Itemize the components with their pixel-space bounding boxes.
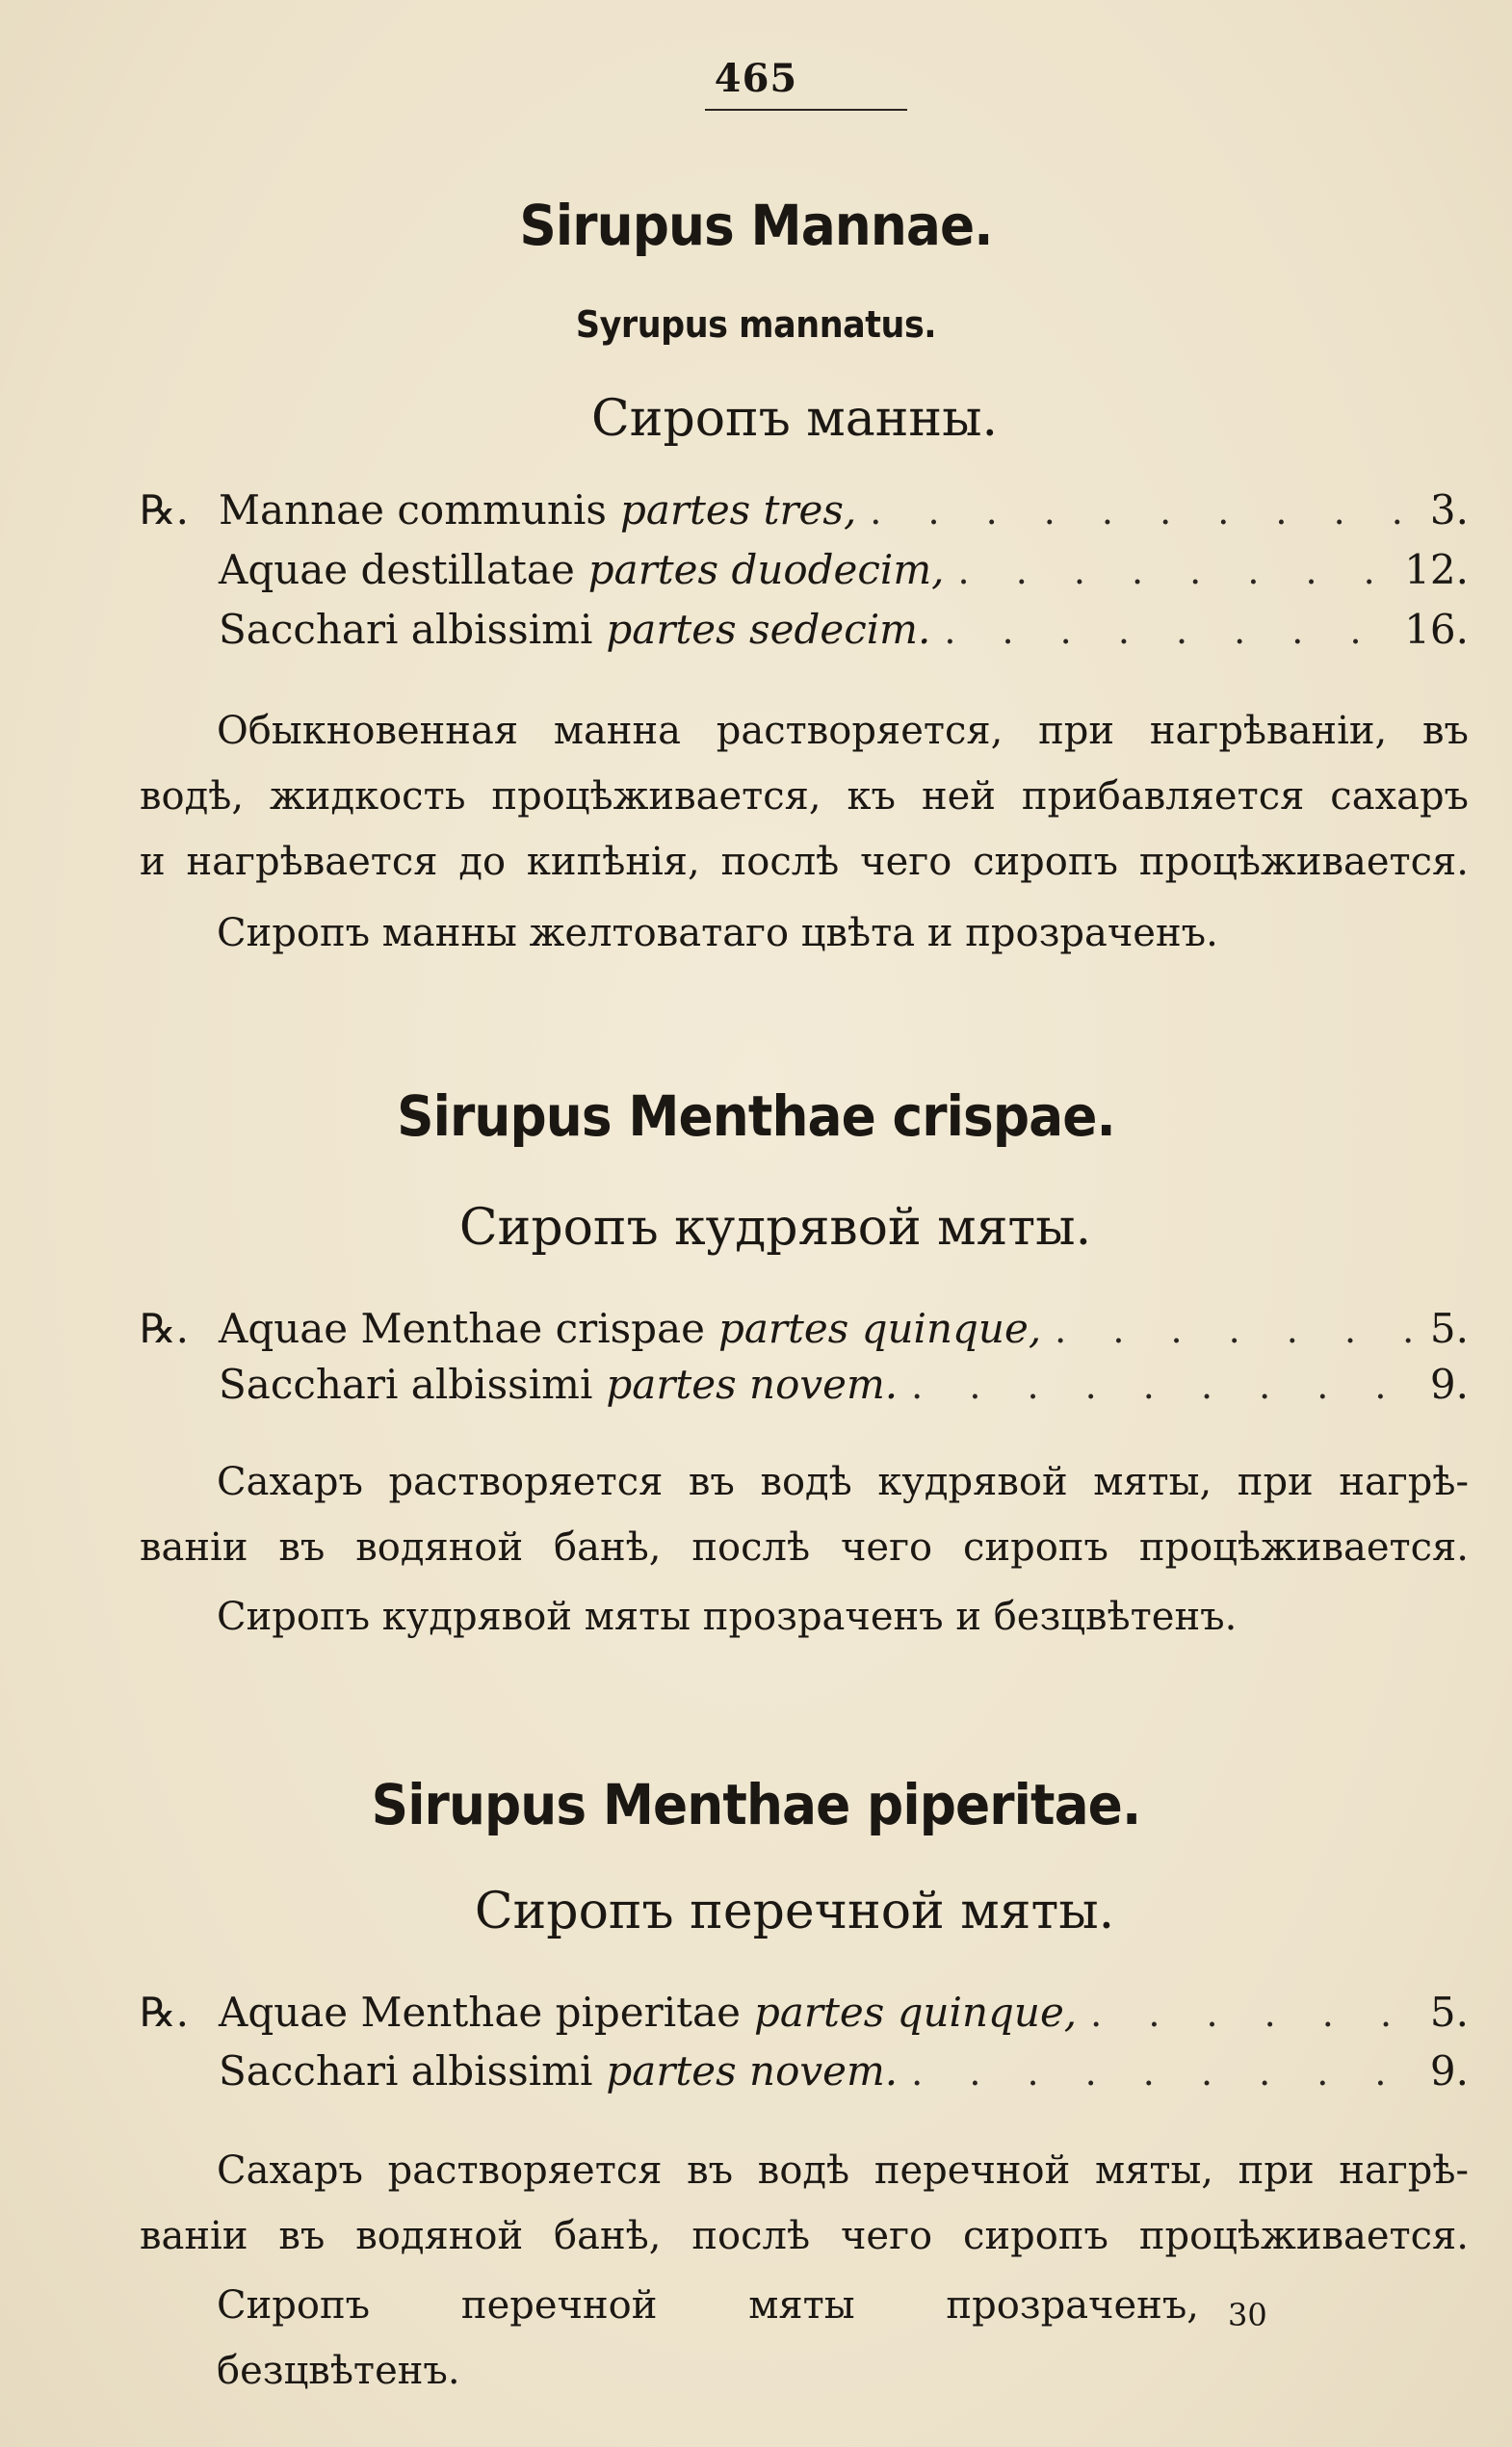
ingredient-row — [140, 1361, 1469, 1419]
ingredient-name: Aquae Menthae crispae — [219, 1305, 705, 1352]
recipe-symbol: ℞. — [140, 1305, 190, 1352]
ingredient-row — [140, 2047, 1469, 2105]
ingredient-row — [140, 1989, 1469, 2046]
paragraph-preparation — [140, 1449, 1469, 1580]
section-russian-title-mannae: Сиропъ манны. — [591, 390, 998, 448]
section-russian-title-menthae-piperitae: Сиропъ перечной мяты. — [474, 1883, 1115, 1940]
ingredient-parts: partes quinque, — [753, 1989, 1078, 2036]
leader-dots — [1090, 1992, 1411, 2035]
paragraph-description — [140, 2273, 1199, 2404]
section-synonym-mannae: Syrupus mannatus. — [575, 303, 937, 346]
ingredient-name: Mannae communis — [219, 486, 607, 534]
text-line: Обыкновенная манна растворяется, при нагрѣваніи, въ — [217, 709, 1469, 753]
text-line: Сиропъ манны желтоватаго цвѣта и прозраченъ. — [217, 911, 1218, 955]
leader-dots — [958, 550, 1395, 592]
ingredient-parts: partes novem. — [606, 1361, 899, 1408]
ingredient-quantity: 5. — [1429, 1305, 1469, 1352]
text-line: Сахаръ растворяется въ водѣ кудрявой мяты, при нагрѣ- — [217, 1460, 1469, 1504]
ingredient-name: Sacchari albissimi — [219, 606, 593, 653]
section-title-menthae-piperitae: Sirupus Menthae piperitae. — [371, 1772, 1141, 1837]
ingredient-quantity: 9. — [1429, 1361, 1469, 1408]
paragraph-preparation — [140, 698, 1469, 895]
ingredient-name: Sacchari albissimi — [219, 1361, 593, 1408]
text-line: Сахаръ растворяется въ водѣ перечной мяты, при нагрѣ- — [217, 2148, 1469, 2193]
text-line: Сиропъ перечной мяты прозраченъ, безцвѣтенъ. — [217, 2283, 1199, 2393]
ingredient-quantity: 12. — [1404, 546, 1469, 593]
header-rule — [705, 109, 907, 111]
text-line: и нагрѣвается до кипѣнія, послѣ чего сиропъ процѣживается. — [140, 840, 1469, 884]
page-number: 465 — [714, 56, 798, 101]
ingredient-parts: partes sedecim. — [606, 606, 931, 653]
ingredient-name: Sacchari albissimi — [219, 2047, 593, 2095]
paragraph-description — [140, 900, 1469, 966]
text-line: ваніи въ водяной банѣ, послѣ чего сиропъ процѣживается. — [140, 2214, 1469, 2258]
section-title-menthae-crispae: Sirupus Menthae crispae. — [397, 1083, 1115, 1149]
ingredient-row — [140, 606, 1469, 664]
paragraph-preparation — [140, 2138, 1469, 2269]
text-line: Сиропъ кудрявой мяты прозраченъ и безцвѣтенъ. — [217, 1595, 1238, 1639]
ingredient-quantity: 3. — [1429, 486, 1469, 534]
leader-dots — [870, 490, 1411, 533]
ingredient-parts: partes tres, — [619, 486, 857, 534]
ingredient-quantity: 5. — [1429, 1989, 1469, 2036]
ingredient-quantity: 9. — [1429, 2047, 1469, 2095]
section-title-mannae: Sirupus Mannae. — [519, 193, 993, 258]
ingredient-row — [140, 486, 1469, 544]
signature-number: 30 — [1228, 2297, 1267, 2333]
ingredient-parts: partes duodecim, — [587, 546, 945, 593]
ingredient-name: Aquae Menthae piperitae — [219, 1989, 741, 2036]
leader-dots — [944, 610, 1395, 652]
paragraph-description — [140, 1584, 1469, 1650]
ingredient-parts: partes quinque, — [717, 1305, 1042, 1352]
recipe-symbol: ℞. — [140, 1989, 190, 2036]
ingredient-parts: partes novem. — [606, 2047, 899, 2095]
ingredient-name: Aquae destillatae — [219, 546, 575, 593]
ingredient-row — [140, 1305, 1469, 1363]
text-line: водѣ, жидкость процѣживается, къ ней прибавляется сахаръ — [140, 774, 1469, 819]
text-line: ваніи въ водяной банѣ, послѣ чего сиропъ процѣживается. — [140, 1525, 1469, 1570]
ingredient-quantity: 16. — [1404, 606, 1469, 653]
leader-dots — [911, 1365, 1411, 1407]
ingredient-row — [140, 546, 1469, 604]
leader-dots — [1055, 1309, 1411, 1351]
recipe-symbol: ℞. — [140, 486, 190, 534]
section-russian-title-menthae-crispae: Сиропъ кудрявой мяты. — [458, 1199, 1092, 1257]
leader-dots — [911, 2051, 1411, 2094]
